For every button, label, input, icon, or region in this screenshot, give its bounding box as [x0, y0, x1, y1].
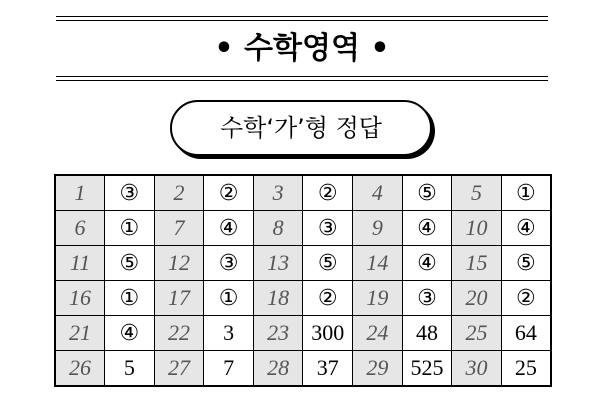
answer-value: ④	[501, 211, 551, 246]
answer-value: ③	[204, 246, 254, 281]
answer-value: ⑤	[105, 246, 155, 281]
answer-value: ③	[105, 175, 155, 211]
question-number: 7	[154, 211, 204, 246]
question-number: 28	[253, 351, 303, 387]
question-number: 23	[253, 316, 303, 351]
question-number: 17	[154, 281, 204, 316]
answer-value: ①	[105, 281, 155, 316]
answer-value: 25	[501, 351, 551, 387]
answer-value: 5	[105, 351, 155, 387]
answer-value: 525	[402, 351, 452, 387]
question-number: 21	[55, 316, 105, 351]
bottom-rule-outer	[56, 80, 548, 81]
answer-value: ④	[402, 246, 452, 281]
question-number: 18	[253, 281, 303, 316]
subtitle: 수학‘가’형 정답	[220, 114, 382, 142]
answer-value: 64	[501, 316, 551, 351]
answer-value: ③	[303, 211, 353, 246]
question-number: 19	[353, 281, 403, 316]
question-number: 25	[452, 316, 502, 351]
question-number: 1	[55, 175, 105, 211]
top-rule-inner	[56, 20, 548, 21]
answer-value: 300	[303, 316, 353, 351]
table-row	[55, 281, 551, 316]
subtitle-box	[170, 100, 432, 156]
table-row	[55, 175, 551, 211]
question-number: 9	[353, 211, 403, 246]
answer-table	[54, 174, 552, 387]
question-number: 20	[452, 281, 502, 316]
answer-value: 48	[402, 316, 452, 351]
question-number: 11	[55, 246, 105, 281]
section-title: • 수학영역 •	[214, 31, 390, 66]
question-number: 3	[253, 175, 303, 211]
question-number: 30	[452, 351, 502, 387]
question-number: 16	[55, 281, 105, 316]
answer-value: 3	[204, 316, 254, 351]
answer-value: ④	[105, 316, 155, 351]
answer-value: ④	[402, 211, 452, 246]
answer-value: ②	[303, 281, 353, 316]
question-number: 26	[55, 351, 105, 387]
table-row	[55, 246, 551, 281]
question-number: 13	[253, 246, 303, 281]
question-number: 10	[452, 211, 502, 246]
question-number: 14	[353, 246, 403, 281]
question-number: 24	[353, 316, 403, 351]
question-number: 8	[253, 211, 303, 246]
answer-value: ①	[501, 175, 551, 211]
answer-value: ③	[402, 281, 452, 316]
question-number: 4	[353, 175, 403, 211]
question-number: 5	[452, 175, 502, 211]
question-number: 2	[154, 175, 204, 211]
answer-value: 7	[204, 351, 254, 387]
question-number: 15	[452, 246, 502, 281]
top-rule-outer	[56, 16, 548, 17]
answer-value: ⑤	[501, 246, 551, 281]
question-number: 6	[55, 211, 105, 246]
answer-value: ②	[303, 175, 353, 211]
question-number: 12	[154, 246, 204, 281]
answer-value: ⑤	[303, 246, 353, 281]
table-row	[55, 351, 551, 387]
table-row	[55, 316, 551, 351]
answer-table-body	[55, 175, 551, 386]
bottom-rule-inner	[56, 76, 548, 77]
answer-value: ②	[204, 175, 254, 211]
answer-value: ④	[204, 211, 254, 246]
answer-value: ①	[204, 281, 254, 316]
answer-value: ⑤	[402, 175, 452, 211]
question-number: 22	[154, 316, 204, 351]
table-row	[55, 211, 551, 246]
answer-value: ①	[105, 211, 155, 246]
answer-value: 37	[303, 351, 353, 387]
question-number: 29	[353, 351, 403, 387]
answer-value: ②	[501, 281, 551, 316]
question-number: 27	[154, 351, 204, 387]
